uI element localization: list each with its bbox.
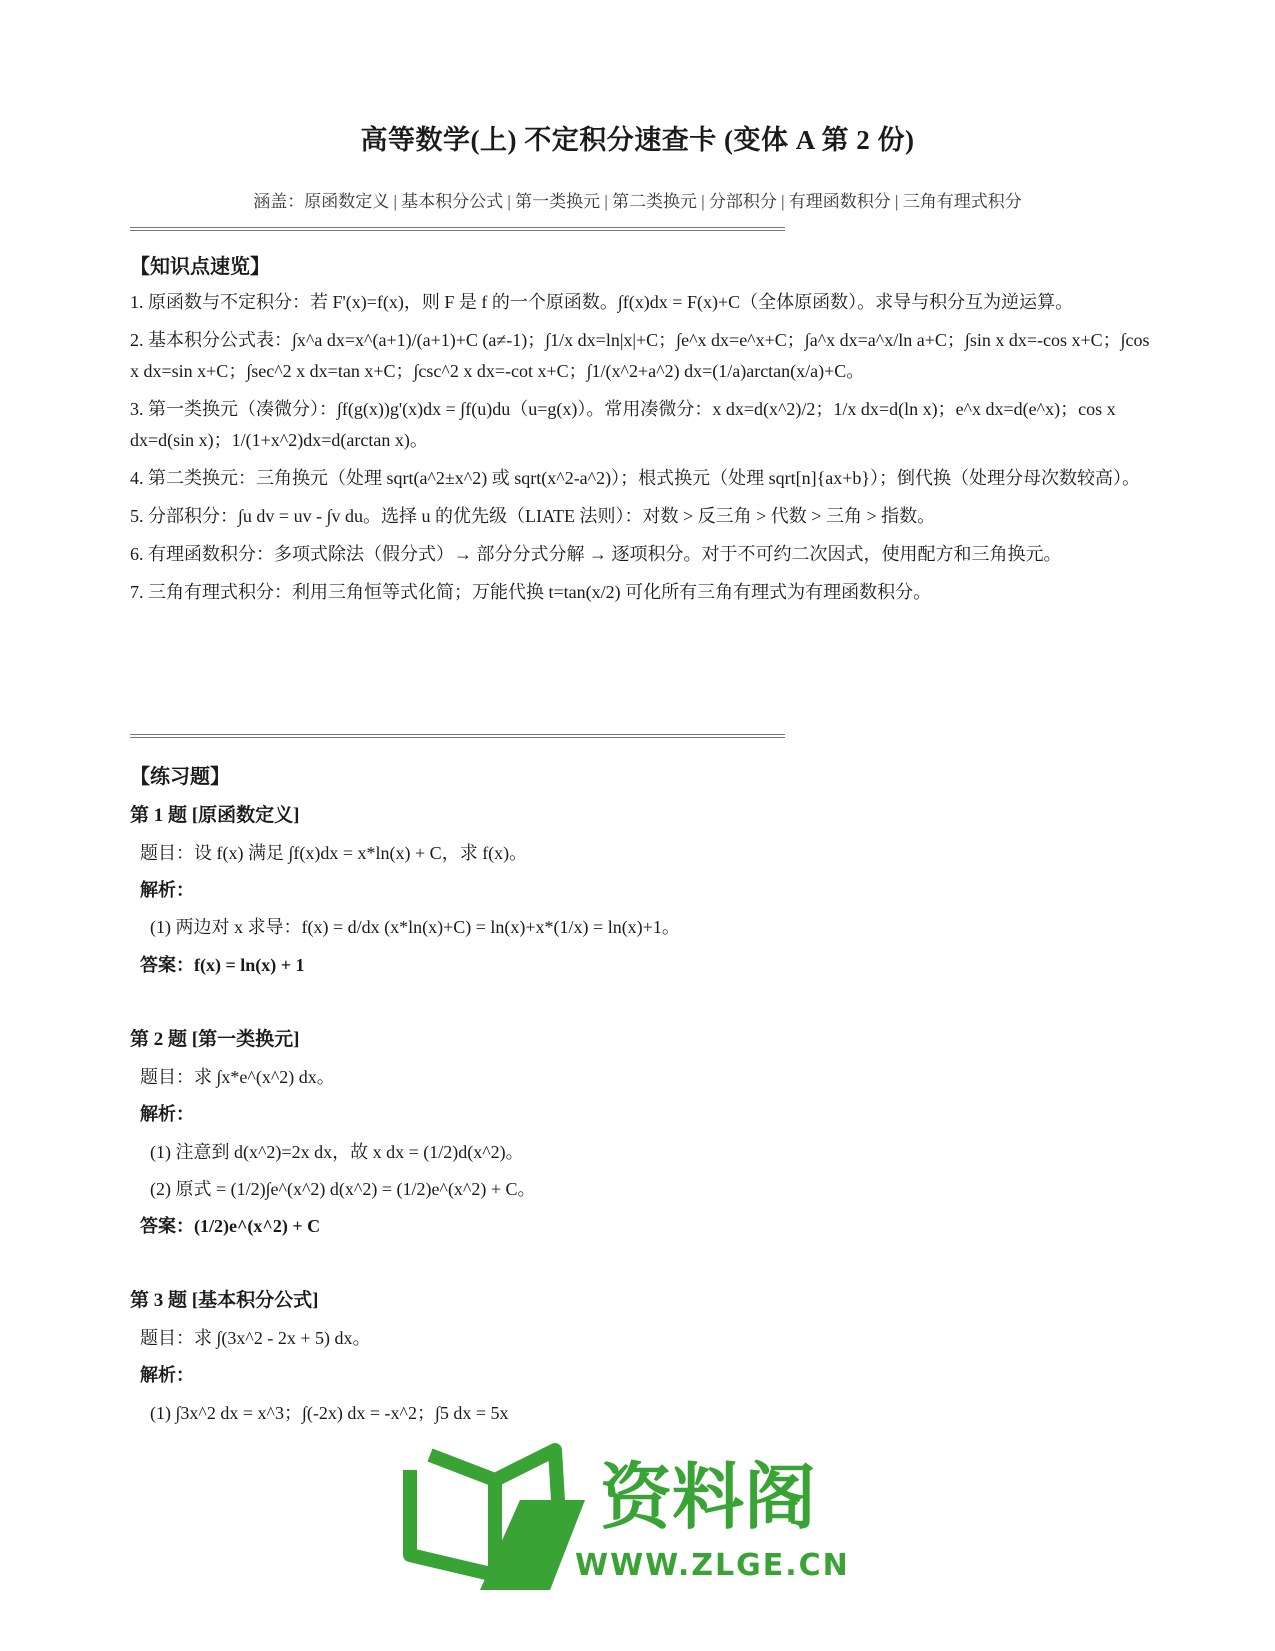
question-2-step: (2) 原式 = (1/2)∫e^(x^2) d(x^2) = (1/2)e^(x^2) + C。 [150, 1179, 536, 1199]
watermark-name: 资料阁 [600, 1455, 817, 1539]
question-1-analysis-label: 解析： [140, 880, 194, 900]
knowledge-item: 2. 基本积分公式表：∫x^a dx=x^(a+1)/(a+1)+C (a≠-1)；∫1/x dx=ln|x|+C；∫e^x dx=e^x+C；∫a^x dx=a^x/ln a+C；∫sin x dx=-cos x+C；∫cos x dx=sin x+C；∫sec^2 x dx=tan x+C；∫csc^2 x dx=-cot x+C；∫1/(x^2+a^2) dx=(1/a)arctan(x/a)+C。 [130, 330, 1150, 381]
question-3-text: 题目：求 ∫(3x^2 - 2x + 5) dx。 [140, 1328, 371, 1348]
watermark-logo [400, 1440, 900, 1600]
section-heading-knowledge: 【知识点速览】 [130, 256, 270, 278]
question-3-analysis-label: 解析： [140, 1365, 194, 1385]
question-2-step: (1) 注意到 d(x^2)=2x dx，故 x dx = (1/2)d(x^2)。 [150, 1142, 524, 1162]
question-2-header: 第 2 题 [第一类换元] [130, 1029, 300, 1050]
knowledge-item: 1. 原函数与不定积分：若 F'(x)=f(x)，则 F 是 f 的一个原函数。∫f(x)dx = F(x)+C（全体原函数）。求导与积分互为逆运算。 [130, 292, 1074, 312]
question-1-text: 题目：设 f(x) 满足 ∫f(x)dx = x*ln(x) + C，求 f(x)。 [140, 843, 528, 863]
question-3-step: (1) ∫3x^2 dx = x^3；∫(-2x) dx = -x^2；∫5 dx = 5x [150, 1403, 509, 1423]
question-3-header: 第 3 题 [基本积分公式] [130, 1290, 319, 1311]
question-2-analysis-label: 解析： [140, 1104, 194, 1124]
knowledge-item: 3. 第一类换元（凑微分）：∫f(g(x))g'(x)dx = ∫f(u)du（u=g(x)）。常用凑微分：x dx=d(x^2)/2；1/x dx=d(ln x)；e^x dx=d(e^x)；cos x dx=d(sin x)；1/(1+x^2)dx=d(arctan x)。 [130, 399, 1116, 450]
divider [130, 732, 785, 740]
section-heading-practice: 【练习题】 [130, 766, 230, 788]
knowledge-section [130, 250, 1150, 608]
watermark-url: WWW.ZLGE.CN [575, 1548, 850, 1583]
divider [130, 225, 785, 233]
question-1-header: 第 1 题 [原函数定义] [130, 805, 300, 826]
question-2-text: 题目：求 ∫x*e^(x^2) dx。 [140, 1067, 335, 1087]
knowledge-item: 5. 分部积分：∫u dv = uv - ∫v du。选择 u 的优先级（LIATE 法则）：对数 > 反三角 > 代数 > 三角 > 指数。 [130, 506, 936, 526]
book-folder-icon [400, 1440, 900, 1600]
knowledge-item: 7. 三角有理式积分：利用三角恒等式化简；万能代换 t=tan(x/2) 可化所有三角有理式为有理函数积分。 [130, 582, 932, 602]
question-2-answer: 答案：(1/2)e^(x^2) + C [140, 1216, 321, 1236]
knowledge-item: 4. 第二类换元：三角换元（处理 sqrt(a^2±x^2) 或 sqrt(x^2-a^2)）；根式换元（处理 sqrt[n]{ax+b}）；倒代换（处理分母次数较高）。 [130, 468, 1141, 488]
question-1-step: (1) 两边对 x 求导：f(x) = d/dx (x*ln(x)+C) = ln(x)+x*(1/x) = ln(x)+1。 [150, 917, 680, 937]
page-subtitle: 涵盖：原函数定义 | 基本积分公式 | 第一类换元 | 第二类换元 | 分部积分 | 有理函数积分 | 三角有理式积分 [253, 192, 1022, 211]
page-title: 高等数学(上) 不定积分速查卡 (变体 A 第 2 份) [360, 125, 915, 155]
question-1-answer: 答案：f(x) = ln(x) + 1 [140, 955, 305, 975]
knowledge-item: 6. 有理函数积分：多项式除法（假分式）→ 部分分式分解 → 逐项积分。对于不可约二次因式，使用配方和三角换元。 [130, 544, 1062, 564]
